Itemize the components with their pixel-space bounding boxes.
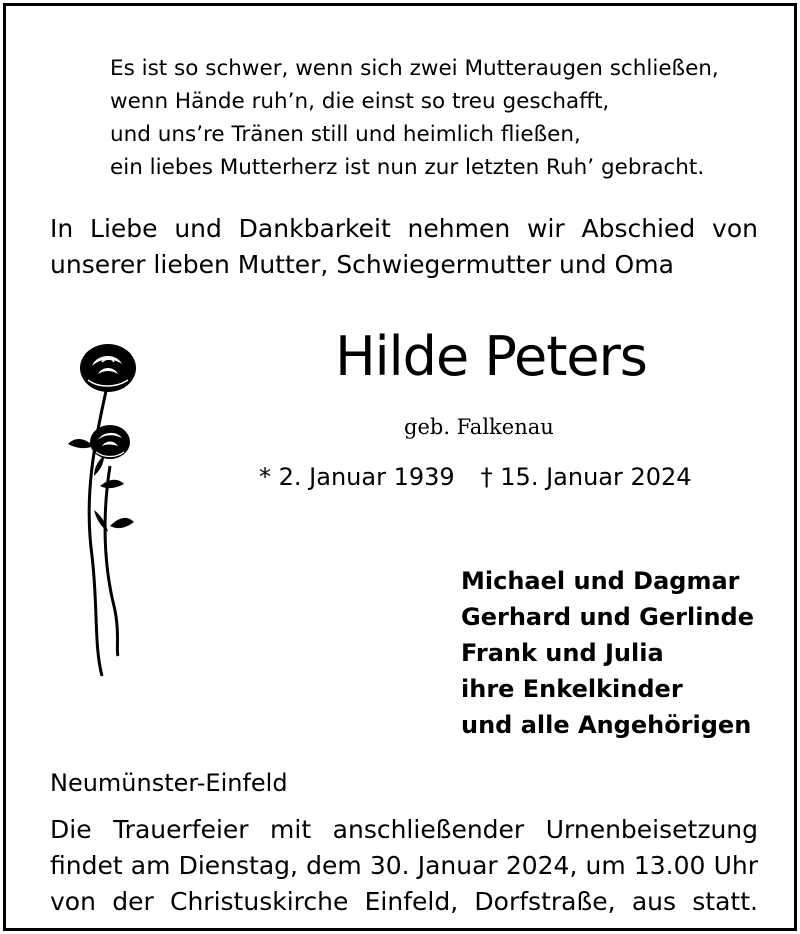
poem-line: und uns’re Tränen still und heimlich fließen, (110, 122, 581, 147)
poem (110, 52, 719, 184)
intro-line: unserer lieben Mutter, Schwiegermutter und Oma (50, 250, 674, 279)
poem-line: wenn Hände ruh’n, die einst so treu geschafft, (110, 89, 610, 114)
intro-line: In Liebe und Dankbarkeit nehmen wir Abschied von (50, 214, 758, 243)
service-line: von der Christuskirche Einfeld, Dorfstraße, aus statt. (50, 887, 758, 916)
birth-date: * 2. Januar 1939 (259, 463, 455, 491)
deceased-name: Hilde Peters (335, 325, 647, 388)
maiden-name: geb. Falkenau (404, 415, 554, 439)
service-line: Die Trauerfeier mit anschließender Urnenbeisetzung (50, 815, 758, 844)
obituary-frame (3, 3, 797, 931)
poem-line: ein liebes Mutterherz ist nun zur letzten Ruh’ gebracht. (110, 155, 705, 180)
poem-line: Es ist so schwer, wenn sich zwei Mutteraugen schließen, (110, 56, 719, 81)
service-info (50, 812, 758, 920)
life-dates (259, 463, 692, 491)
family-list (461, 563, 754, 743)
family-member: Michael und Dagmar (461, 567, 740, 595)
family-member: und alle Angehörigen (461, 711, 752, 739)
family-member: Frank und Julia (461, 639, 664, 667)
intro-text (50, 211, 758, 283)
family-member: Gerhard und Gerlinde (461, 603, 754, 631)
service-line: findet am Dienstag, dem 30. Januar 2024, um 13.00 Uhr (50, 851, 758, 880)
place: Neumünster-Einfeld (50, 769, 288, 797)
family-member: ihre Enkelkinder (461, 675, 683, 703)
death-date: † 15. Januar 2024 (480, 463, 692, 491)
